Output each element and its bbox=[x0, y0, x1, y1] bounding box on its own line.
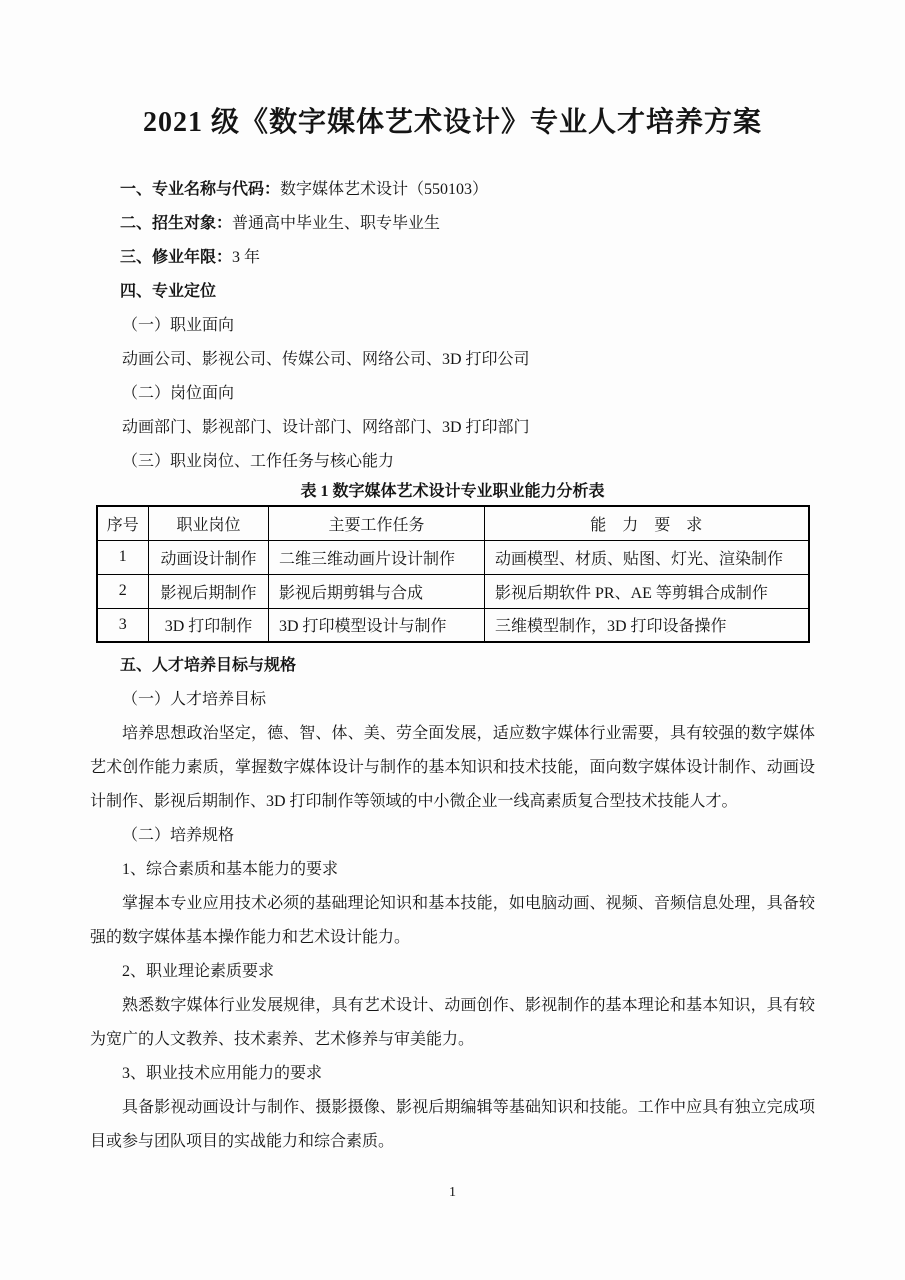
table-row bbox=[97, 540, 809, 574]
head-requirement-2: 2、职业理论素质要求 bbox=[122, 963, 275, 980]
item-study-duration-label: 三、修业年限： bbox=[120, 249, 233, 266]
header-ability-requirements: 能 力 要 求 bbox=[485, 506, 809, 540]
cell-job-post: 影视后期制作 bbox=[149, 574, 269, 608]
head-requirement-1: 1、综合素质和基本能力的要求 bbox=[122, 861, 339, 878]
cell-index: 3 bbox=[97, 608, 149, 642]
cell-index: 1 bbox=[97, 540, 149, 574]
head-requirement-3: 3、职业技术应用能力的要求 bbox=[122, 1065, 323, 1082]
table-row bbox=[97, 574, 809, 608]
cell-job-post: 动画设计制作 bbox=[149, 540, 269, 574]
cell-ability-requirements: 影视后期软件 PR、AE 等剪辑合成制作 bbox=[485, 574, 809, 608]
table-caption: 表 1 数字媒体艺术设计专业职业能力分析表 bbox=[300, 483, 605, 500]
item-major-name bbox=[90, 173, 815, 207]
subhead-training-spec: （二）培养规格 bbox=[122, 827, 235, 844]
header-job-post: 职业岗位 bbox=[149, 506, 269, 540]
subhead-job-tasks: （三）职业岗位、工作任务与核心能力 bbox=[122, 453, 395, 470]
section-training-goals-heading: 五、人才培养目标与规格 bbox=[120, 657, 297, 674]
table-row bbox=[97, 608, 809, 642]
text-post-departments: 动画部门、影视部门、设计部门、网络部门、3D 打印部门 bbox=[122, 419, 530, 436]
header-main-tasks: 主要工作任务 bbox=[269, 506, 485, 540]
header-index: 序号 bbox=[97, 506, 149, 540]
cell-job-post: 3D 打印制作 bbox=[149, 608, 269, 642]
doc-title: 2021 级《数字媒体艺术设计》专业人才培养方案 bbox=[142, 107, 762, 138]
item-positioning-heading: 四、专业定位 bbox=[120, 283, 217, 300]
item-major-name-value: 数字媒体艺术设计（550103） bbox=[280, 181, 489, 198]
item-enrollment-target-label: 二、招生对象： bbox=[120, 215, 233, 232]
para-requirement-1: 掌握本专业应用技术必须的基础理论知识和基本技能，如电脑动画、视频、音频信息处理，具备较强的数字媒体基本操作能力和艺术设计能力。 bbox=[90, 895, 815, 946]
cell-main-tasks: 3D 打印模型设计与制作 bbox=[269, 608, 485, 642]
table-header-row bbox=[97, 506, 809, 540]
para-requirement-3: 具备影视动画设计与制作、摄影摄像、影视后期编辑等基础知识和技能。工作中应具有独立完成项目或参与团队项目的实战能力和综合素质。 bbox=[90, 1099, 815, 1150]
cell-main-tasks: 影视后期剪辑与合成 bbox=[269, 574, 485, 608]
cell-index: 2 bbox=[97, 574, 149, 608]
item-study-duration-value: 3 年 bbox=[232, 249, 261, 266]
item-major-name-label: 一、专业名称与代码： bbox=[120, 181, 281, 198]
item-enrollment-target-value: 普通高中毕业生、职专毕业生 bbox=[232, 215, 441, 232]
subhead-post-orientation: （二）岗位面向 bbox=[122, 385, 235, 402]
item-study-duration bbox=[90, 241, 815, 275]
item-enrollment-target bbox=[90, 207, 815, 241]
para-training-goal: 培养思想政治坚定，德、智、体、美、劳全面发展，适应数字媒体行业需要，具有较强的数字媒体艺术创作能力素质，掌握数字媒体设计与制作的基本知识和技术技能，面向数字媒体设计制作、动画设计制作、影视后期制作、3D 打印制作等领域的中小微企业一线高素质复合型技术技能人才。 bbox=[90, 725, 815, 810]
cell-ability-requirements: 三维模型制作，3D 打印设备操作 bbox=[485, 608, 809, 642]
para-requirement-2: 熟悉数字媒体行业发展规律，具有艺术设计、动画创作、影视制作的基本理论和基本知识，具有较为宽广的人文教养、技术素养、艺术修养与审美能力。 bbox=[90, 997, 815, 1048]
subhead-career-orientation: （一）职业面向 bbox=[122, 317, 235, 334]
cell-ability-requirements: 动画模型、材质、贴图、灯光、渲染制作 bbox=[485, 540, 809, 574]
subhead-training-goal: （一）人才培养目标 bbox=[122, 691, 267, 708]
text-career-companies: 动画公司、影视公司、传媒公司、网络公司、3D 打印公司 bbox=[122, 351, 530, 368]
cell-main-tasks: 二维三维动画片设计制作 bbox=[269, 540, 485, 574]
ability-analysis-table bbox=[96, 505, 810, 643]
page-number: 1 bbox=[449, 1185, 456, 1200]
document-content bbox=[0, 104, 905, 1159]
